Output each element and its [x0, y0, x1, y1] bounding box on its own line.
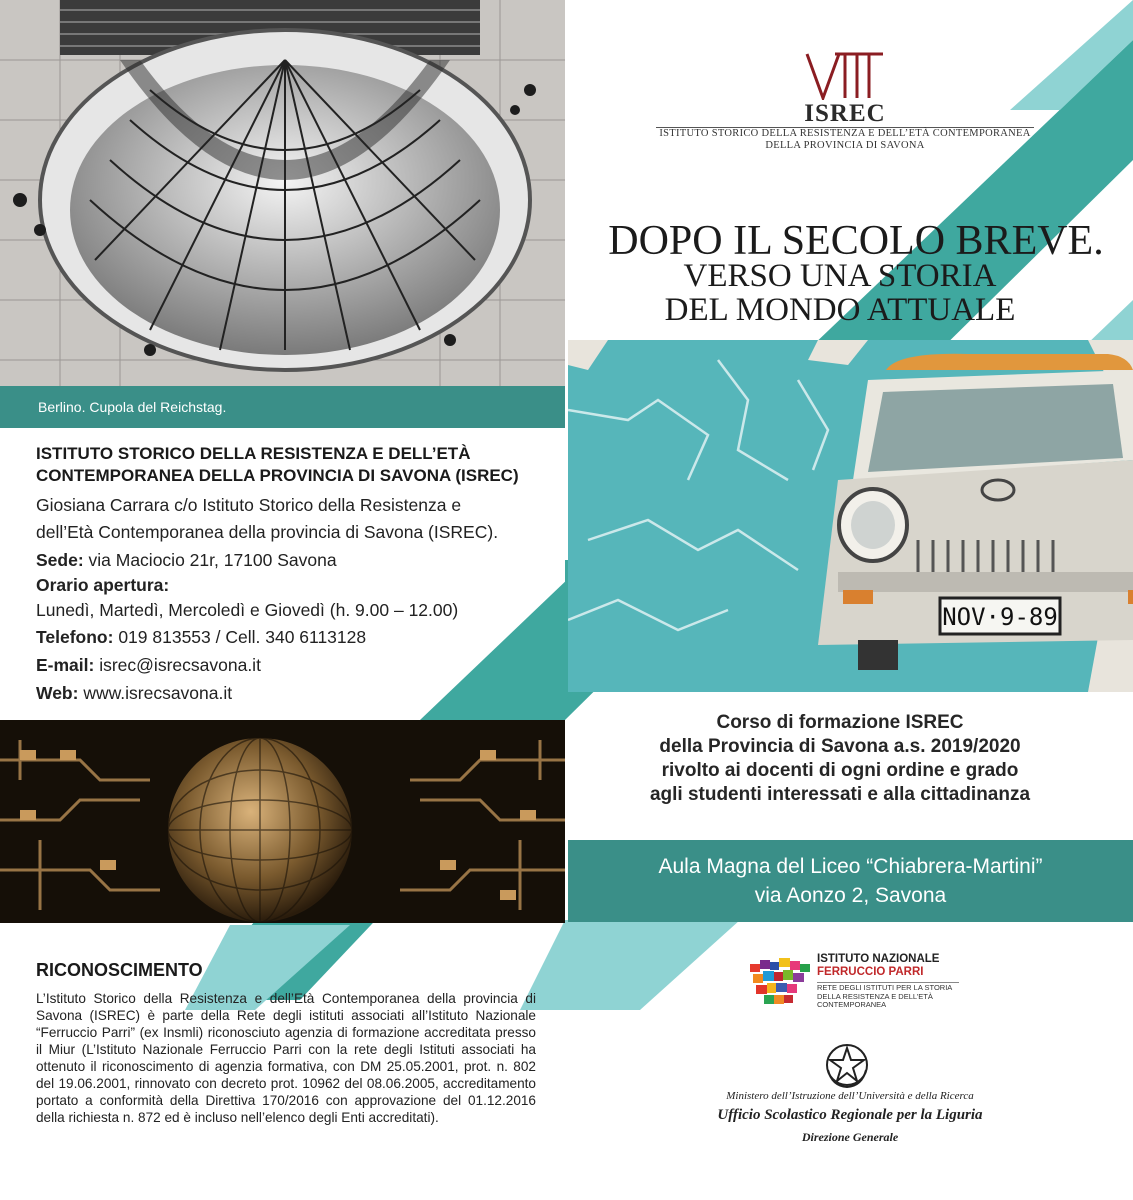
venue-bar: [568, 840, 1133, 922]
main-title-line3: DEL MONDO ATTUALE: [664, 292, 1016, 328]
contact-heading-line1: ISTITUTO STORICO DELLA RESISTENZA E DELL’ETÀ: [36, 444, 471, 463]
isrec-logo-name: ISREC: [804, 100, 886, 127]
contact-telefono: [36, 624, 536, 651]
contact-person: [36, 492, 536, 546]
contact-heading: [36, 443, 556, 487]
ministry-line2: Ufficio Scolastico Regionale per la Liguria: [717, 1107, 983, 1123]
parri-logo-line3: RETE DEGLI ISTITUTI PER LA STORIA DELLA RESISTENZA E DELL’ETÀ CONTEMPORANEA: [817, 983, 952, 1009]
isrec-logo-subtitle-line1: ISTITUTO STORICO DELLA RESISTENZA E DELL’ETÀ CONTEMPORANEA: [659, 128, 1031, 139]
license-plate: NOV·9-89: [942, 603, 1058, 631]
isrec-logo-mark: [805, 52, 885, 100]
sede-value: via Maciocio 21r, 17100 Savona: [83, 550, 337, 570]
sede-label: Sede:: [36, 550, 84, 570]
italian-republic-emblem-icon: [822, 1040, 872, 1090]
contact-orario-value: Lunedì, Martedì, Mercoledì e Giovedì (h. 9.00 – 12.00): [36, 600, 459, 620]
contact-email: [36, 652, 536, 679]
contact-person-line1: Giosiana Carrara c/o Istituto Storico della Resistenza e: [36, 495, 462, 515]
main-title-line2: VERSO UNA STORIA: [683, 258, 997, 294]
telefono-value: 019 813553 / Cell. 340 6113128: [113, 627, 367, 647]
parri-logo-mosaic: [750, 958, 810, 1006]
parri-logo-line2: FERRUCCIO PARRI: [817, 966, 924, 978]
contact-orario: [36, 574, 536, 596]
course-line1: Corso di formazione ISREC: [716, 712, 964, 733]
main-title-line1: DOPO IL SECOLO BREVE.: [608, 218, 1104, 264]
course-line2: della Provincia di Savona a.s. 2019/2020: [659, 736, 1021, 757]
reichstag-dome-photo: [0, 0, 565, 386]
circuit-globe-image: [0, 720, 565, 923]
parri-logo-line1: ISTITUTO NAZIONALE: [817, 953, 940, 965]
riconoscimento-title: RICONOSCIMENTO: [36, 960, 203, 980]
trabant-mural-photo: [568, 340, 1133, 692]
contact-heading-line2: CONTEMPORANEA DELLA PROVINCIA DI SAVONA (ISREC): [36, 466, 519, 485]
contact-web: [36, 680, 536, 707]
riconoscimento-text: L’Istituto Storico della Resistenza e dell’Età Contemporanea della provincia di Savona (ISREC) è parte della Rete degli istituti associati all’Istituto Nazionale “Ferruccio Parri” (ex Insmli) riconosciuto agenzia di formazione accreditata presso il Miur (L’Istituto Nazionale Ferruccio Parri con la rete degli Istituti associati ha ottenuto il riconoscimento di agenzia formativa, con DM 25.05.2001, prot. n. 802 del 19.06.2001, rinnovato con decreto prot. 10962 del 08.06.2005, accreditamento portato a conformità della Direttiva 170/2016 con approvazione del 01.12.2016 della richiesta n. 872 ed è incluso nell’elenco degli Enti accreditati).: [36, 991, 536, 1125]
email-link[interactable]: isrec@isrecsavona.it: [94, 655, 261, 675]
course-line3: rivolto ai docenti di ogni ordine e grado: [661, 760, 1019, 781]
contact-person-line2: dell’Età Contemporanea della provincia di Savona (ISREC).: [36, 522, 499, 542]
photo-caption: Berlino. Cupola del Reichstag.: [0, 386, 565, 428]
venue-line2: via Aonzo 2, Savona: [754, 884, 947, 907]
contact-sede: [36, 547, 536, 574]
telefono-label: Telefono:: [36, 627, 114, 647]
web-link[interactable]: www.isrecsavona.it: [78, 683, 233, 703]
orario-label: Orario apertura:: [36, 575, 170, 595]
course-line4: agli studenti interessati e alla cittadinanza: [649, 784, 1031, 805]
isrec-logo-subtitle-line2: DELLA PROVINCIA DI SAVONA: [765, 140, 925, 151]
ministry-line3: Direzione Generale: [801, 1130, 899, 1144]
ministry-line1: Ministero dell’Istruzione dell’Università e della Ricerca: [726, 1090, 974, 1102]
email-label: E-mail:: [36, 655, 95, 675]
venue-line1: Aula Magna del Liceo “Chiabrera-Martini”: [658, 855, 1043, 878]
web-label: Web:: [36, 683, 79, 703]
